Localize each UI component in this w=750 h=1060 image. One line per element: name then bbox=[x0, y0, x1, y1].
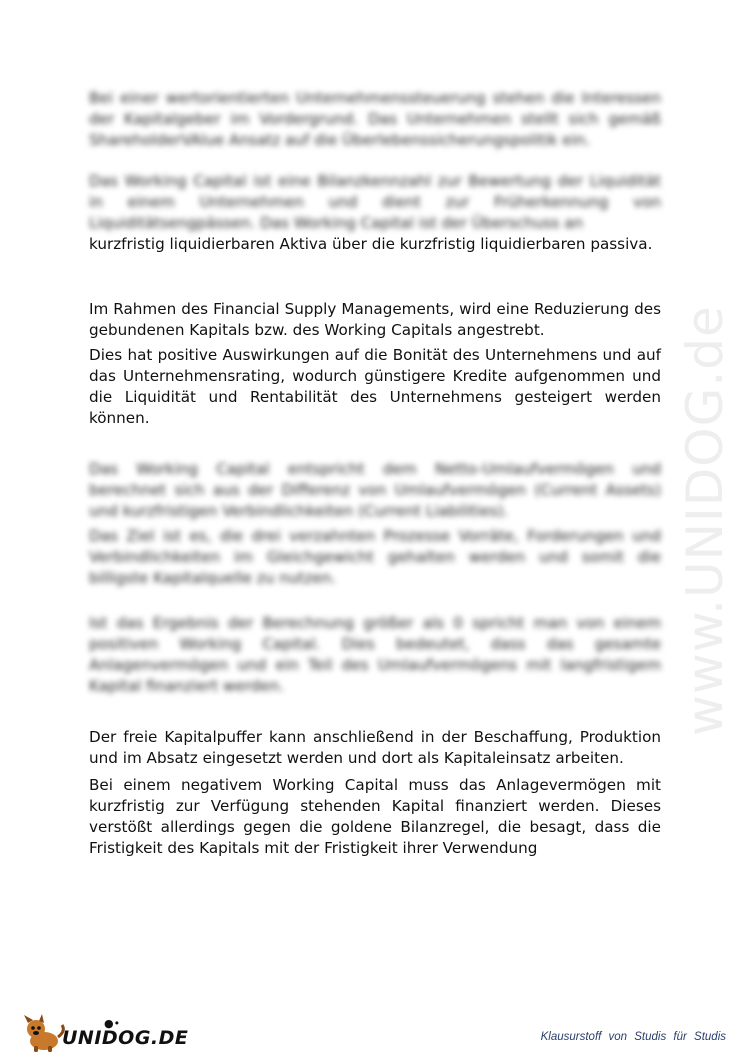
footer-tagline: Klausurstoff von Studis für Studis bbox=[540, 1031, 726, 1043]
dog-icon bbox=[22, 1013, 66, 1053]
paragraph-kapitalpuffer: Der freie Kapitalpuffer kann anschließend in der Beschaffung, Produktion und im Absatz eingesetzt werden und dort als Kapitaleinsatz arbeiten. bbox=[89, 728, 661, 767]
paragraph-working-capital-definition-end: kurzfristig liquidierbaren Aktiva über die kurzfristig liquidierbaren passiva. bbox=[89, 235, 653, 253]
paragraph-blurred-1: Bei einer wertorientierten Unternehmenssteuerung stehen die Interessen der Kapitalgeber im Vordergrund. Das Unternehmen stellt sich gemäß ShareholderVAlue Ansatz auf die Überlebenssicherungspolitik ein. bbox=[89, 89, 661, 149]
paw-icon: ●• bbox=[104, 1017, 121, 1030]
paragraph-blurred-4: Das Ziel ist es, die drei verzahnten Prozesse Vorräte, Forderungen und Verbindlichkeiten im Gleichgewicht gehalten werden und somit die billigste Kapitalquelle zu nutzen. bbox=[89, 527, 661, 587]
paragraph-financial-supply-management: Im Rahmen des Financial Supply Managements, wird eine Reduzierung des gebundenen Kapitals bzw. des Working Capitals angestrebt. bbox=[89, 300, 661, 339]
paragraph-blurred-5: Ist das Ergebnis der Berechnung größer als 0 spricht man von einem positiven Working Capital. Dies bedeutet, dass das gesamte Anlagenvermögen und ein Teil des Umlaufvermögens mit langfristigem Kapital finanziert werden. bbox=[89, 614, 661, 695]
unidog-logo[interactable] bbox=[22, 1013, 189, 1053]
watermark bbox=[668, 270, 738, 740]
paragraph-negative-working-capital: Bei einem negativem Working Capital muss das Anlagevermögen mit kurzfristig zur Verfügung stehenden Kapital finanziert werden. Dieses verstößt allerdings gegen die goldene Bilanzregel, die besagt, dass die Fristigkeit des Kapitals mit der Fristigkeit ihrer Verwendung bbox=[89, 776, 661, 857]
paragraph-blurred-3: Das Working Capital entspricht dem Netto-Umlaufvermögen und berechnet sich aus der Differenz von Umlaufvermögen (Current Assets) und kurzfristigen Verbindlichkeiten (Current Liabilities). bbox=[89, 460, 661, 520]
paragraph-blurred-2: Das Working Capital ist eine Bilanzkennzahl zur Bewertung der Liquidität in einem Unternehmen und dient zur Früherkennung von Liquiditätsengpässen. Das Working Capital ist der Überschuss an bbox=[89, 172, 661, 232]
paragraph-bonitaet: Dies hat positive Auswirkungen auf die Bonität des Unternehmens und auf das Unternehmensrating, wodurch günstigere Kredite aufgenommen und die Liquidität und Rentabilität des Unternehmens gesteigert werden können. bbox=[89, 346, 661, 427]
watermark-text: www.UNIDOG.de bbox=[676, 305, 734, 736]
logo-text: UNIDOG.DE bbox=[62, 1027, 189, 1049]
document-body bbox=[89, 88, 661, 857]
